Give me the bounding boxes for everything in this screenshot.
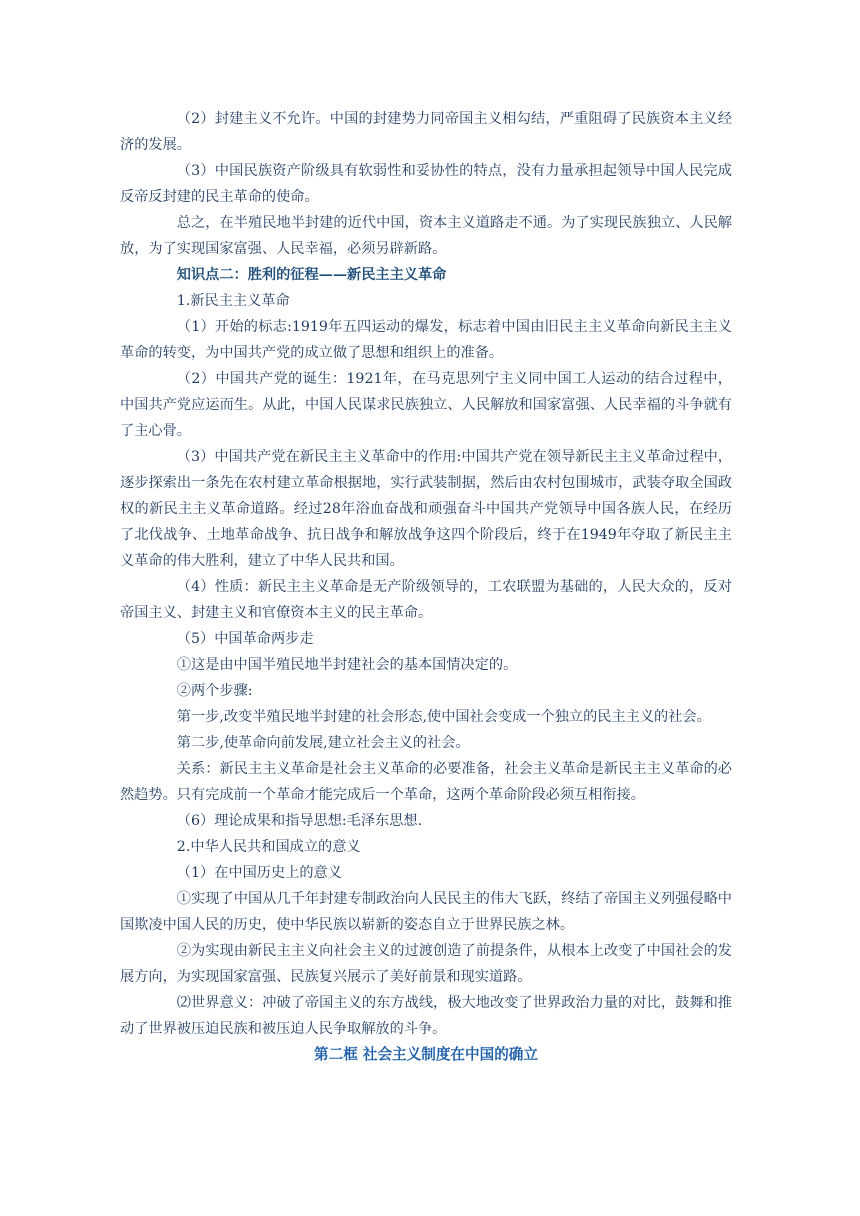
paragraph: ⑵世界意义：冲破了帝国主义的东方战线，极大地改变了世界政治力量的对比，鼓舞和推动了世界被压迫民族和被压迫人民争取解放的斗争。 xyxy=(120,995,732,1037)
paragraph: （3）中国民族资产阶级具有软弱性和妥协性的特点，没有力量承担起领导中国人民完成反帝反封建的民主革命的使命。 xyxy=(120,163,732,205)
paragraph: （5）中国革命两步走 xyxy=(176,631,314,647)
paragraph: （1）开始的标志:1919年五四运动的爆发，标志着中国由旧民主主义革命向新民主主义革命的转变，为中国共产党的成立做了思想和组织上的准备。 xyxy=(120,319,732,361)
section-heading: 知识点二：胜利的征程——新民主主义革命 xyxy=(176,267,447,283)
paragraph: （4）性质：新民主主义革命是无产阶级领导的，工农联盟为基础的，人民大众的，反对帝国主义、封建主义和官僚资本主义的民主革命。 xyxy=(120,579,732,621)
subheading: 2.中华人民共和国成立的意义 xyxy=(176,839,361,855)
paragraph: 第一步,改变半殖民地半封建的社会形态,使中国社会变成一个独立的民主主义的社会。 xyxy=(176,709,711,725)
subheading: 1.新民主主义革命 xyxy=(176,293,290,309)
paragraph: （2）封建主义不允许。中国的封建势力同帝国主义相勾结，严重阻碍了民族资本主义经济的发展。 xyxy=(120,111,732,153)
paragraph: 总之，在半殖民地半封建的近代中国，资本主义道路走不通。为了实现民族独立、人民解放，为了实现国家富强、人民幸福，必须另辟新路。 xyxy=(120,215,732,257)
paragraph: ①这是由中国半殖民地半封建社会的基本国情决定的。 xyxy=(176,657,518,673)
paragraph: 第二步,使革命向前发展,建立社会主义的社会。 xyxy=(176,735,470,751)
document-body xyxy=(120,106,732,1068)
paragraph: （3）中国共产党在新民主主义革命中的作用:中国共产党在领导新民主主义革命过程中，逐步探索出一条先在农村建立革命根据地，实行武装制据，然后由农村包围城市，武装夺取全国政权的新民主主义革命道路。经过28年浴血奋战和顽强奋斗中国共产党领导中国各族人民，在经历了北伐战争、土地革命战争、抗日战争和解放战争这四个阶段后，终于在1949年夺取了新民主主义革命的伟大胜利，建立了中华人民共和国。 xyxy=(120,449,732,569)
paragraph: ②两个步骤: xyxy=(176,683,253,699)
paragraph: ②为实现由新民主主义向社会主义的过渡创造了前提条件，从根本上改变了中国社会的发展方向，为实现国家富强、民族复兴展示了美好前景和现实道路。 xyxy=(120,943,732,985)
section-title: 第二框 社会主义制度在中国的确立 xyxy=(314,1046,538,1063)
paragraph: （1）在中国历史上的意义 xyxy=(176,865,342,881)
paragraph: 关系：新民主主义革命是社会主义革命的必要准备，社会主义革命是新民主主义革命的必然趋势。只有完成前一个革命才能完成后一个革命，这两个革命阶段必须互相衔接。 xyxy=(120,761,732,803)
paragraph: ①实现了中国从几千年封建专制政治向人民民主的伟大飞跃，终结了帝国主义列强侵略中国欺凌中国人民的历史，使中华民族以崭新的姿态自立于世界民族之林。 xyxy=(120,891,732,933)
paragraph: （2）中国共产党的诞生：1921年，在马克思列宁主义同中国工人运动的结合过程中，中国共产党应运而生。从此，中国人民谋求民族独立、人民解放和国家富强、人民幸福的斗争就有了主心骨。 xyxy=(120,371,732,439)
paragraph: （6）理论成果和指导思想:毛泽东思想. xyxy=(176,813,423,829)
